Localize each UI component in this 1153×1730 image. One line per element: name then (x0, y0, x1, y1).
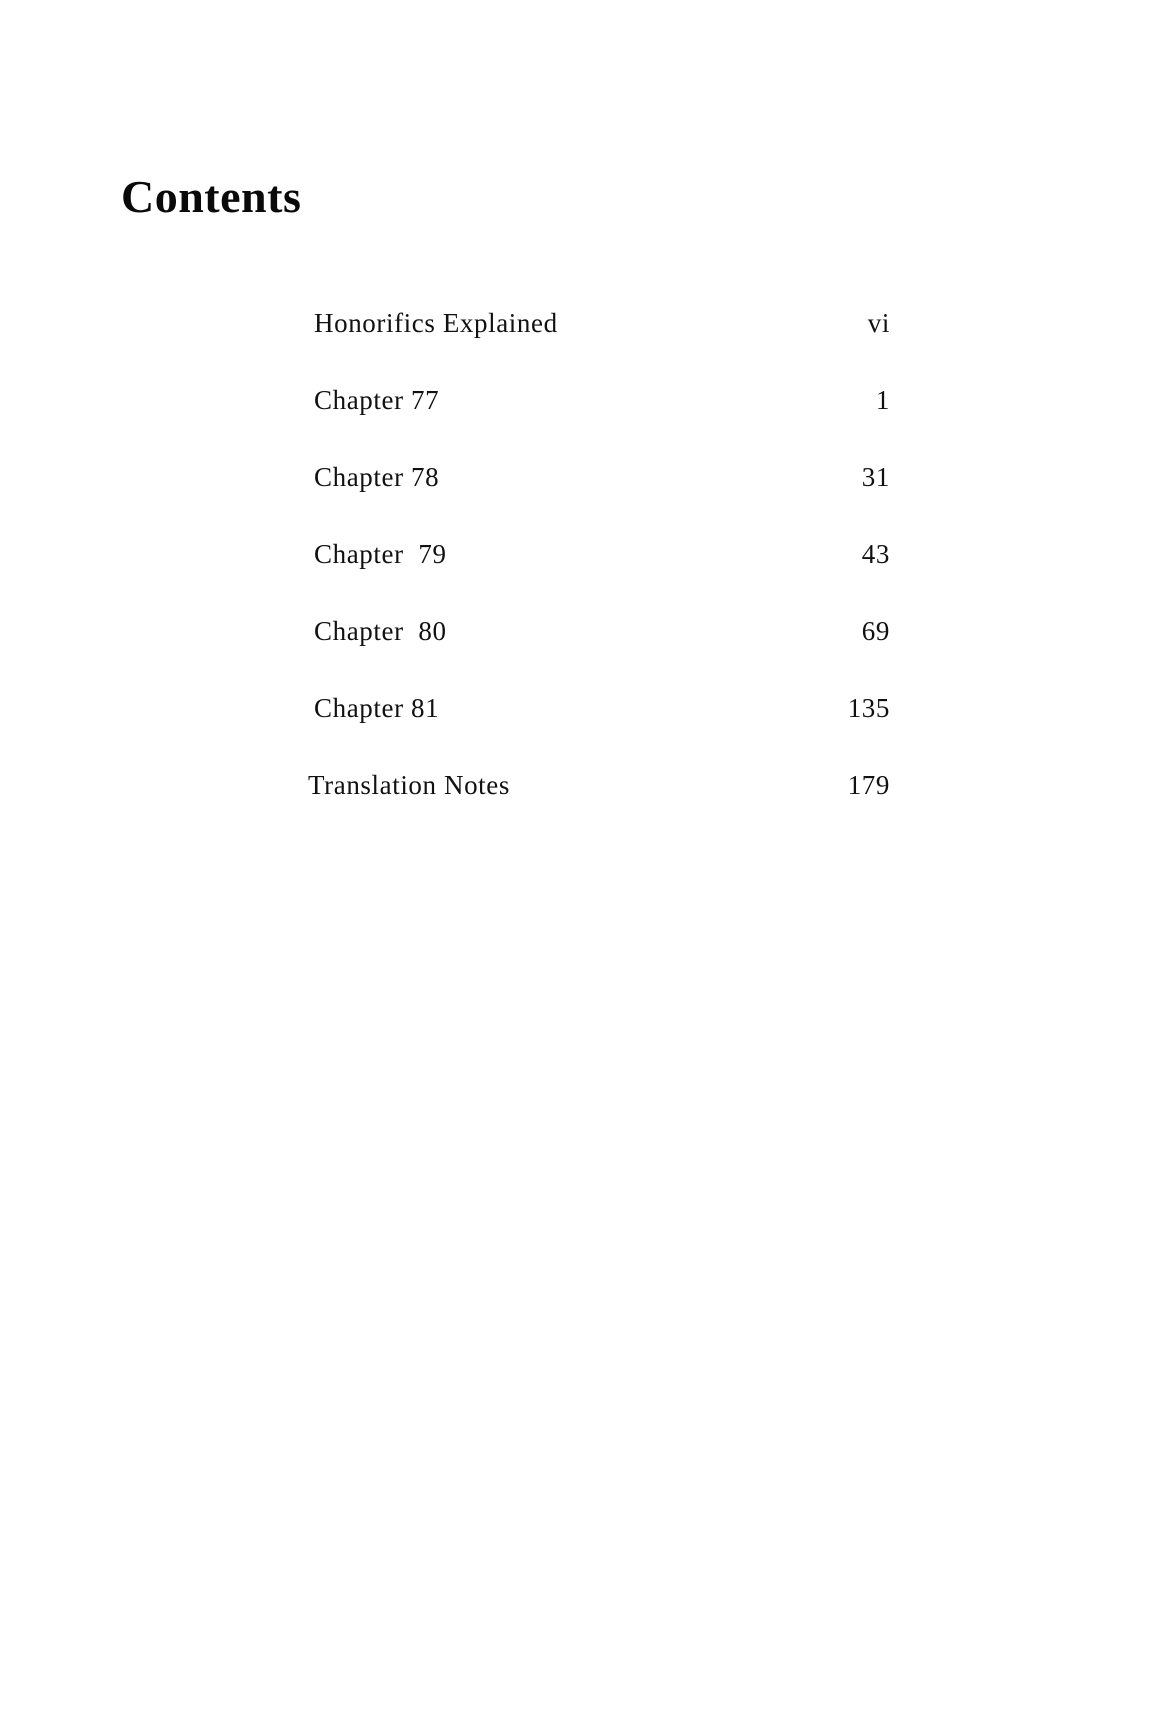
toc-entry-chapter-77[interactable] (300, 377, 900, 454)
toc-entry-page-number: 43 (861, 539, 890, 569)
toc-entry-label: Chapter 79 (314, 539, 447, 569)
toc-entry-chapter-81[interactable] (300, 685, 900, 762)
toc-entry-label: Chapter 80 (314, 616, 447, 646)
toc-entry-chapter-78[interactable] (300, 454, 900, 531)
toc-entry-page-number: 179 (847, 770, 890, 800)
toc-entry-label: Chapter 77 (314, 385, 440, 415)
toc-entry-page-number: 135 (847, 693, 890, 723)
toc-entry-page-number: 69 (861, 616, 890, 646)
toc-entry-page-number: vi (867, 308, 890, 338)
toc-entry-honorifics[interactable] (300, 300, 900, 377)
toc-entry-label: Translation Notes (308, 770, 510, 800)
toc-entry-translation-notes[interactable] (300, 762, 900, 839)
page-title: Contents (121, 171, 302, 222)
toc-entry-page-number: 1 (875, 385, 890, 415)
toc-entry-label: Chapter 81 (314, 693, 440, 723)
table-of-contents (300, 300, 900, 839)
toc-entry-chapter-79[interactable] (300, 531, 900, 608)
toc-entry-label: Honorifics Explained (314, 308, 558, 338)
toc-entry-chapter-80[interactable] (300, 608, 900, 685)
toc-entry-label: Chapter 78 (314, 462, 440, 492)
toc-entry-page-number: 31 (861, 462, 890, 492)
